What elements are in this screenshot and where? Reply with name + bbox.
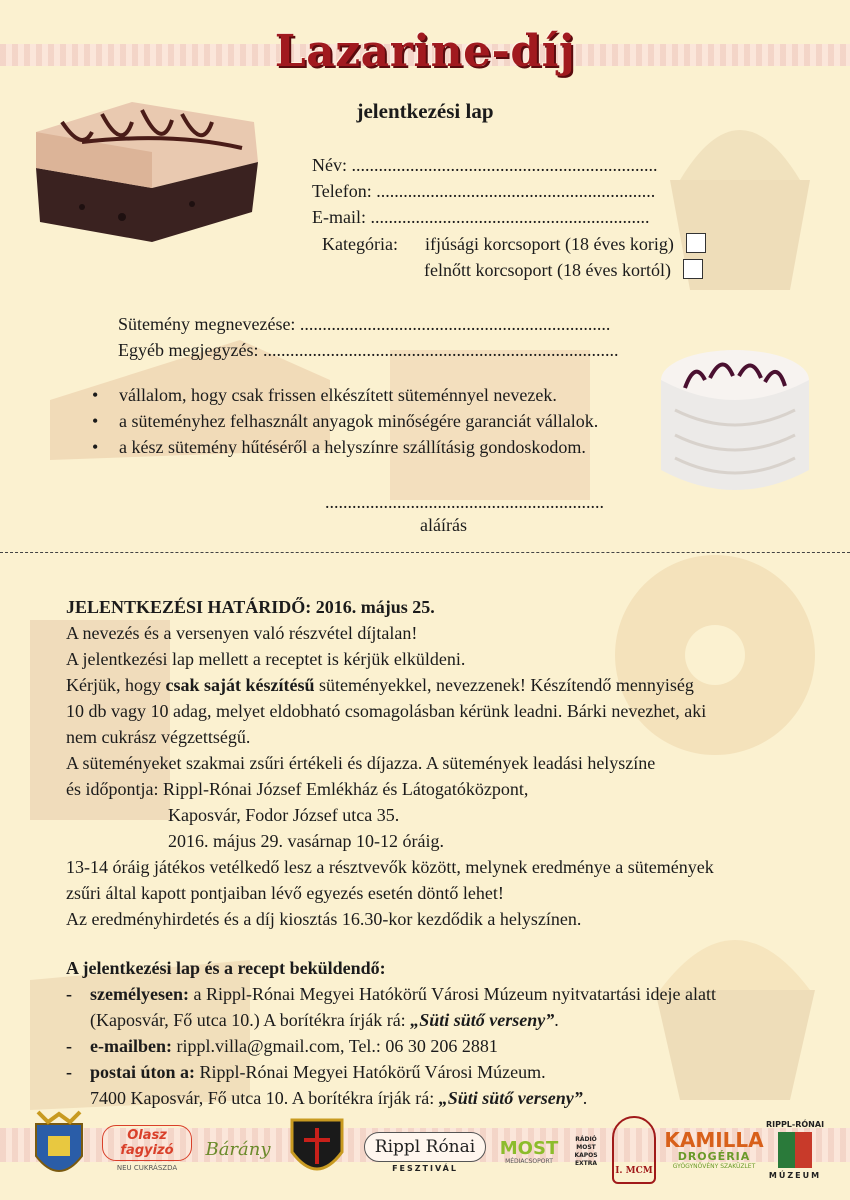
submission-list	[66, 981, 716, 1111]
page-subtitle: jelentkezési lap	[356, 99, 494, 123]
info-line: és időpontja: Rippl-Rónai József Emlékház és Látogatóközpont,	[66, 779, 529, 799]
military-shield-logo	[288, 1116, 346, 1184]
info-line: 13-14 óráig játékos vetélkedő lesz a résztvevők között, melynek eredménye a sütemények	[66, 857, 714, 877]
sponsor-logos	[0, 1108, 850, 1188]
category-adult-checkbox[interactable]	[683, 259, 703, 279]
cut-line-divider	[0, 552, 850, 553]
info-line: A jelentkezési lap mellett a receptet is kérjük elküldeni.	[66, 649, 466, 669]
barany-logo: Bárány	[205, 1138, 271, 1160]
signature-label: aláírás	[420, 515, 467, 535]
mcm-logo: I. MCM	[612, 1116, 656, 1184]
info-block	[66, 594, 714, 932]
page-title: Lazarine-díj	[274, 26, 576, 77]
info-line-own-made: Kérjük, hogy csak saját készítésű süteményekkel, nevezzenek! Készítendő mennyiség	[66, 675, 694, 695]
info-line: A süteményeket szakmai zsűri értékeli és díjazza. A sütemények leadási helyszíne	[66, 753, 656, 773]
signature-line[interactable]: ..............................................................	[325, 492, 604, 512]
pledge-item: • a süteményhez felhasznált anyagok minőségére garanciát vállalok.	[92, 408, 598, 434]
info-line: Az eredményhirdetés és a díj kiosztás 16.30-kor kezdődik a helyszínen.	[66, 909, 582, 929]
rippl-ronai-festival-logo: Rippl Rónai FESZTIVÁL	[362, 1124, 488, 1180]
info-line: A nevezés és a versenyen való részvétel díjtalan!	[66, 623, 418, 643]
email-field[interactable]: E-mail: ..............................................................	[312, 207, 650, 227]
radio-most-logo: RÁDIÓ MOST KAPOS EXTRA	[574, 1136, 598, 1167]
phone-field[interactable]: Telefon: ..............................................................	[312, 181, 656, 201]
submission-heading: A jelentkezési lap és a recept beküldendő:	[66, 958, 386, 978]
museum-emblem-icon	[778, 1132, 812, 1168]
pledge-item: • vállalom, hogy csak frissen elkészített süteménnyel nevezek.	[92, 382, 598, 408]
deadline-heading: JELENTKEZÉSI HATÁRIDŐ: 2016. május 25.	[66, 597, 435, 617]
category-row-adult	[424, 259, 703, 281]
other-notes-field[interactable]: Egyéb megjegyzés: ...............................................................................	[118, 340, 619, 360]
category-youth-checkbox[interactable]	[686, 233, 706, 253]
category-youth-label: ifjúsági korcsoport (18 éves korig)	[424, 234, 674, 254]
kaposvar-coat-of-arms-logo	[28, 1110, 90, 1186]
category-label: Kategória:	[322, 234, 398, 254]
white-cake-image	[655, 340, 815, 510]
kamilla-drogeria-logo: KAMILLA DROGÉRIA GYÓGYNÖVÉNY SZAKÜZLET	[664, 1128, 764, 1170]
submission-post: - postai úton a: Rippl-Rónai Megyei Hatókörű Városi Múzeum. 7400 Kaposvár, Fő utca 10. A borítékra írják rá: „Süti sütő verseny”.	[66, 1059, 716, 1111]
info-line: 10 db vagy 10 adag, melyet eldobható csomagolásban kérünk leadni. Bárki nevezhet, aki	[66, 701, 707, 721]
rippl-ronai-museum-logo: RIPPL-RÓNAI MÚZEUM	[765, 1120, 825, 1180]
info-line: 2016. május 29. vasárnap 10-12 óráig.	[168, 831, 444, 851]
pledge-list	[92, 382, 598, 460]
info-line: nem cukrász végzettségű.	[66, 727, 251, 747]
olasz-fagyizo-logo: Olasz fagyizó NEU CUKRÁSZDA	[102, 1122, 192, 1174]
name-field[interactable]: Név: ....................................................................	[312, 155, 658, 175]
pastry-name-field[interactable]: Sütemény megnevezése: .....................................................................	[118, 314, 611, 334]
submission-block	[66, 955, 716, 1111]
pledge-item: • a kész sütemény hűtéséről a helyszínre szállításig gondoskodom.	[92, 434, 598, 460]
category-row-youth	[322, 233, 706, 255]
submission-email: - e-mailben: rippl.villa@gmail.com, Tel.: 06 30 206 2881	[66, 1033, 716, 1059]
category-adult-label: felnőtt korcsoport (18 éves kortól)	[424, 260, 671, 280]
info-line: zsűri által kapott pontjaiban lévő egyezés esetén döntő lehet!	[66, 883, 504, 903]
most-mediacsoport-logo: MOST MÉDIACSOPORT	[499, 1137, 559, 1165]
info-line: Kaposvár, Fodor József utca 35.	[168, 805, 400, 825]
submission-personal: - személyesen: a Rippl-Rónai Megyei Hatókörű Városi Múzeum nyitvatartási ideje alatt (Kaposvár, Fő utca 10.) A borítékra írják rá: „Süti sütő verseny”.	[66, 981, 716, 1033]
